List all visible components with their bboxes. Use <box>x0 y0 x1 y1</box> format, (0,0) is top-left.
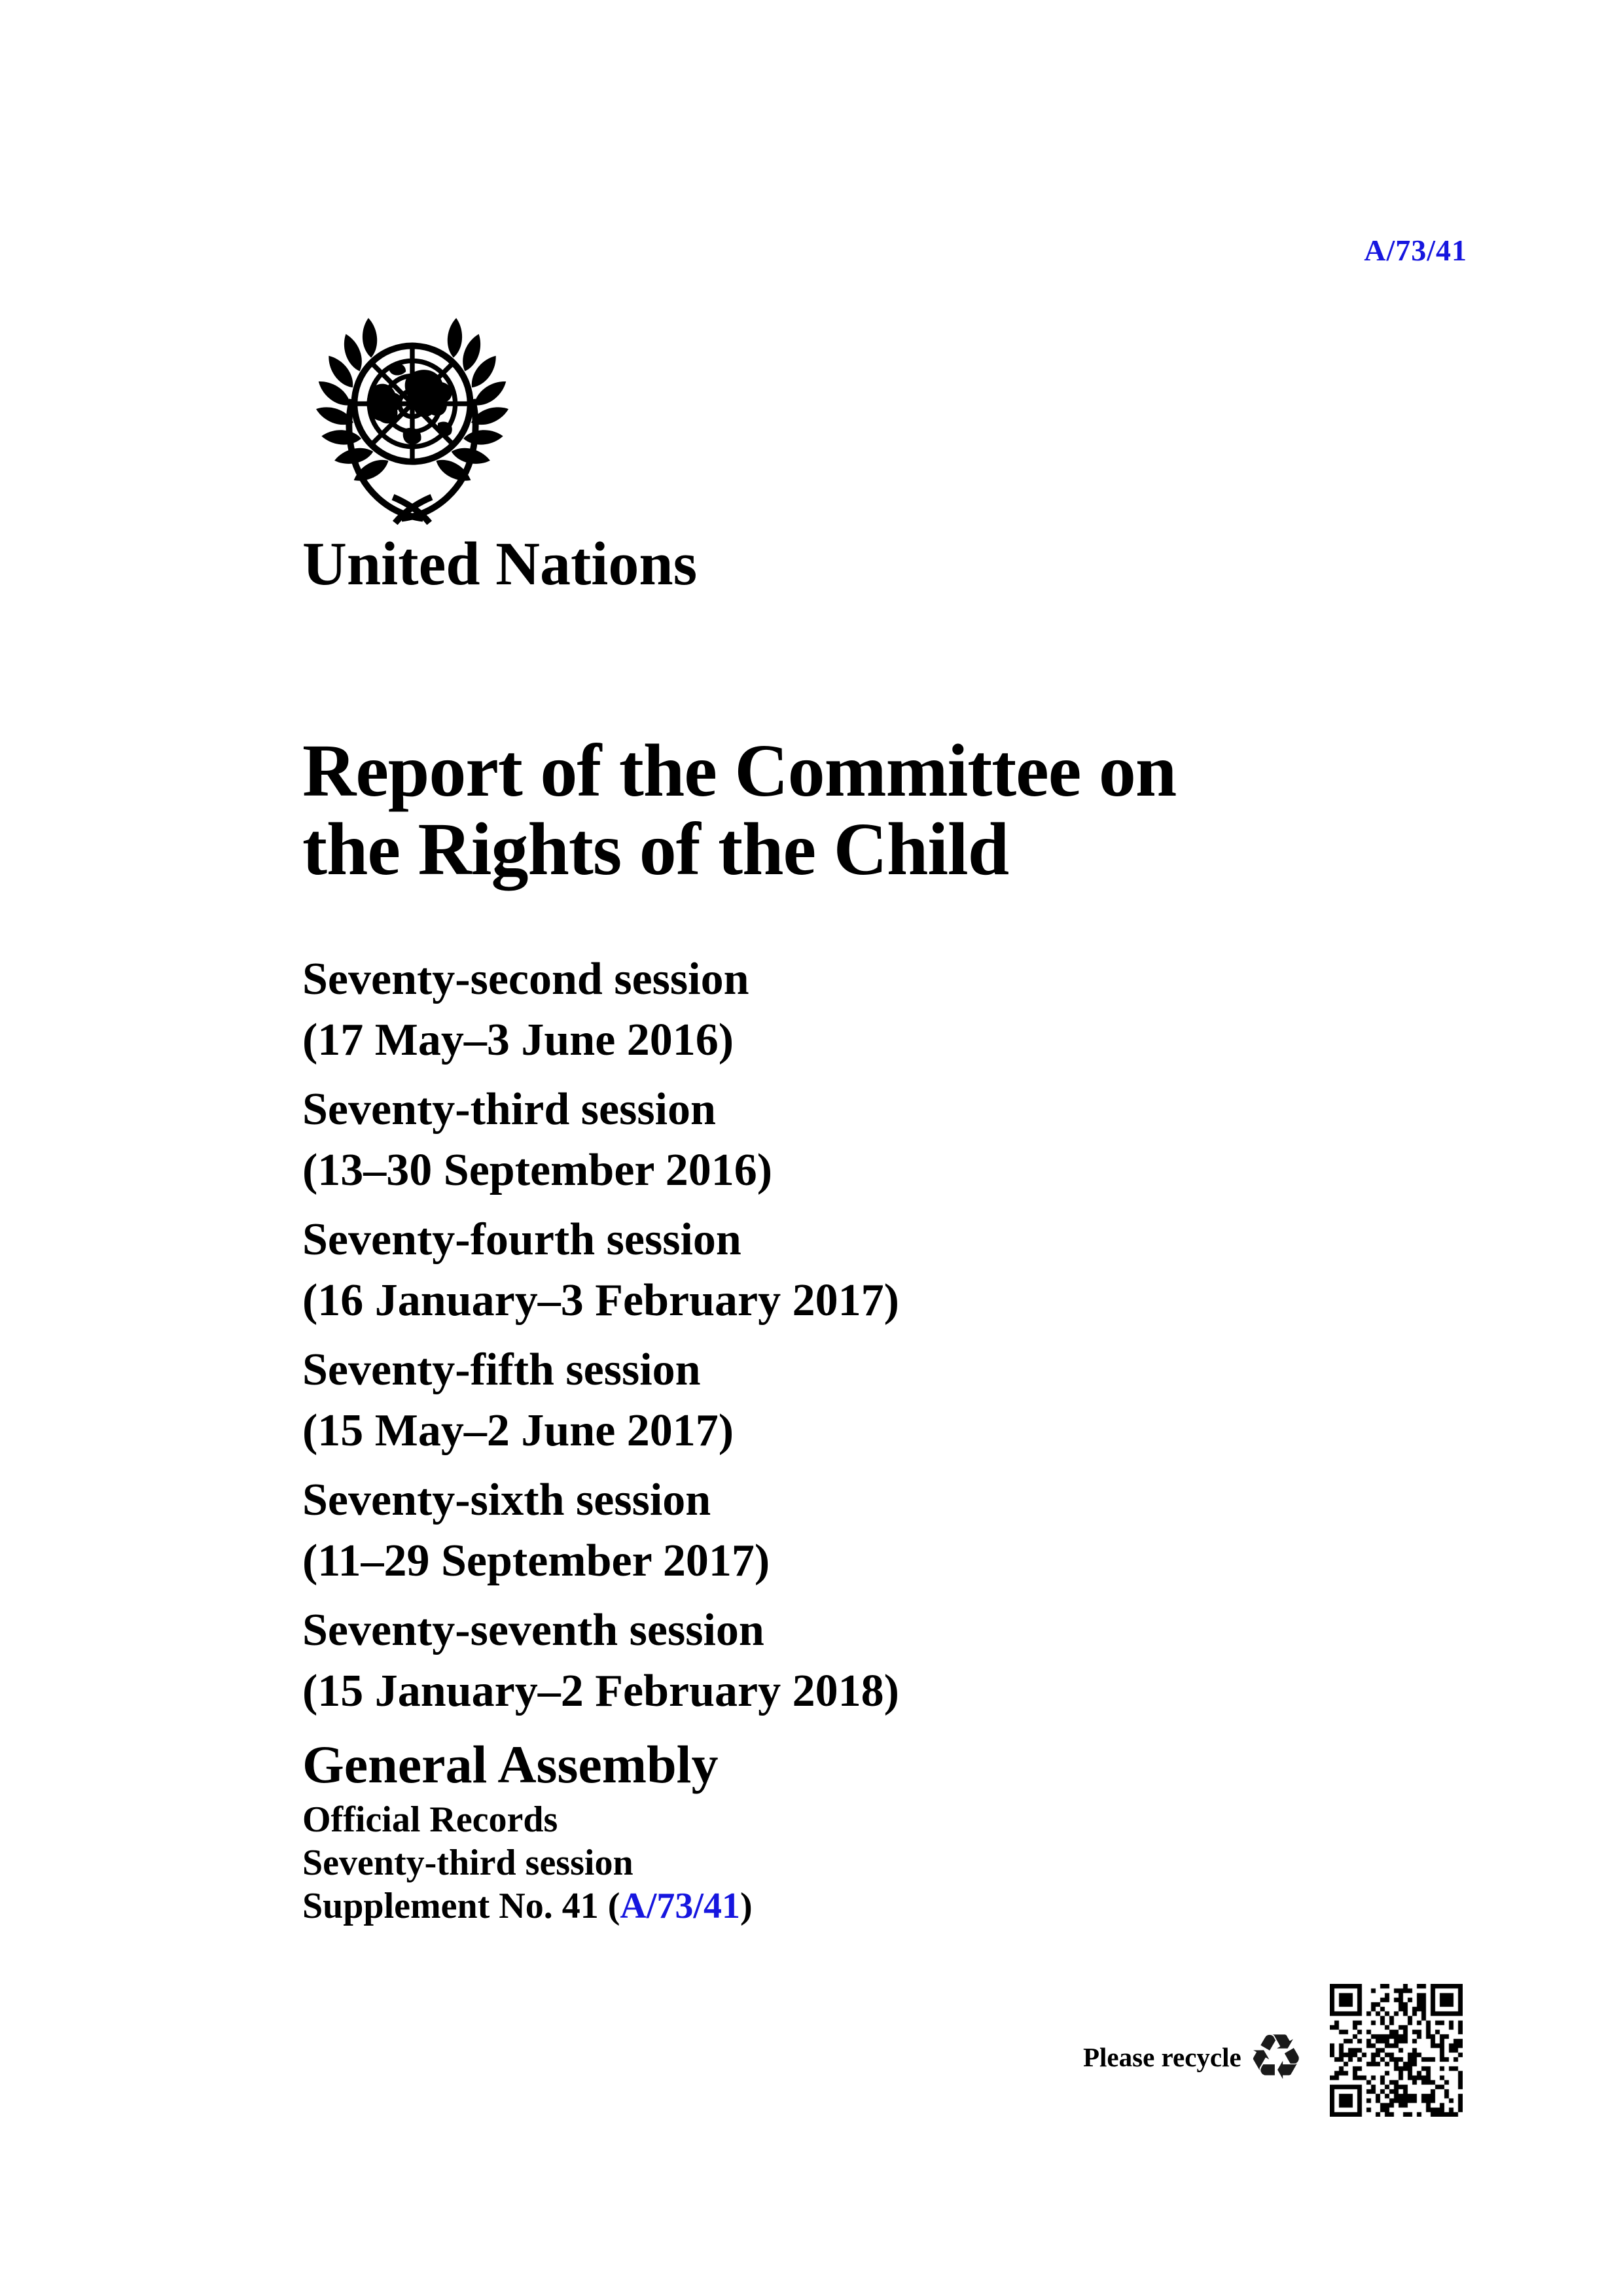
recycle-label: Please recycle <box>1083 2042 1241 2072</box>
supplement-prefix: Supplement No. 41 ( <box>302 1886 620 1926</box>
session-name: Seventy-fourth session <box>302 1214 741 1265</box>
session-name: Seventy-second session <box>302 954 749 1004</box>
org-name: United Nations <box>302 530 698 598</box>
official-records-line: Official Records <box>302 1799 558 1840</box>
session-item <box>302 1209 899 1331</box>
session-name: Seventy-fifth session <box>302 1345 701 1395</box>
session-name: Seventy-sixth session <box>302 1475 711 1525</box>
records-block <box>302 1798 753 1928</box>
report-title-line1: Report of the Committee on <box>302 729 1177 812</box>
session-name: Seventy-third session <box>302 1084 716 1135</box>
supplement-line <box>302 1884 753 1928</box>
qr-code <box>1330 1984 1463 2117</box>
session-dates: (13–30 September 2016) <box>302 1145 773 1195</box>
document-symbol: A/73/41 <box>1364 234 1467 267</box>
un-emblem-icon <box>303 311 522 526</box>
session-list <box>302 949 899 1730</box>
supplement-suffix: ) <box>740 1886 753 1926</box>
recycle-note <box>1083 2021 1304 2094</box>
session-dates: (15 May–2 June 2017) <box>302 1405 734 1456</box>
session-dates: (17 May–3 June 2016) <box>302 1015 734 1065</box>
session-dates: (11–29 September 2017) <box>302 1536 770 1586</box>
session-item <box>302 1339 899 1461</box>
report-title <box>302 729 1177 891</box>
assembly-heading: General Assembly <box>302 1735 719 1794</box>
assembly-session-line: Seventy-third session <box>302 1843 633 1883</box>
session-name: Seventy-seventh session <box>302 1605 764 1655</box>
session-dates: (15 January–2 February 2018) <box>302 1666 899 1716</box>
session-dates: (16 January–3 February 2017) <box>302 1275 899 1326</box>
report-title-line2: the Rights of the Child <box>302 807 1009 891</box>
session-item <box>302 1470 899 1591</box>
session-item <box>302 1079 899 1201</box>
supplement-symbol-link[interactable]: A/73/41 <box>620 1886 740 1926</box>
session-item <box>302 1600 899 1722</box>
recycle-icon: ♻ <box>1247 2021 1304 2094</box>
session-item <box>302 949 899 1070</box>
